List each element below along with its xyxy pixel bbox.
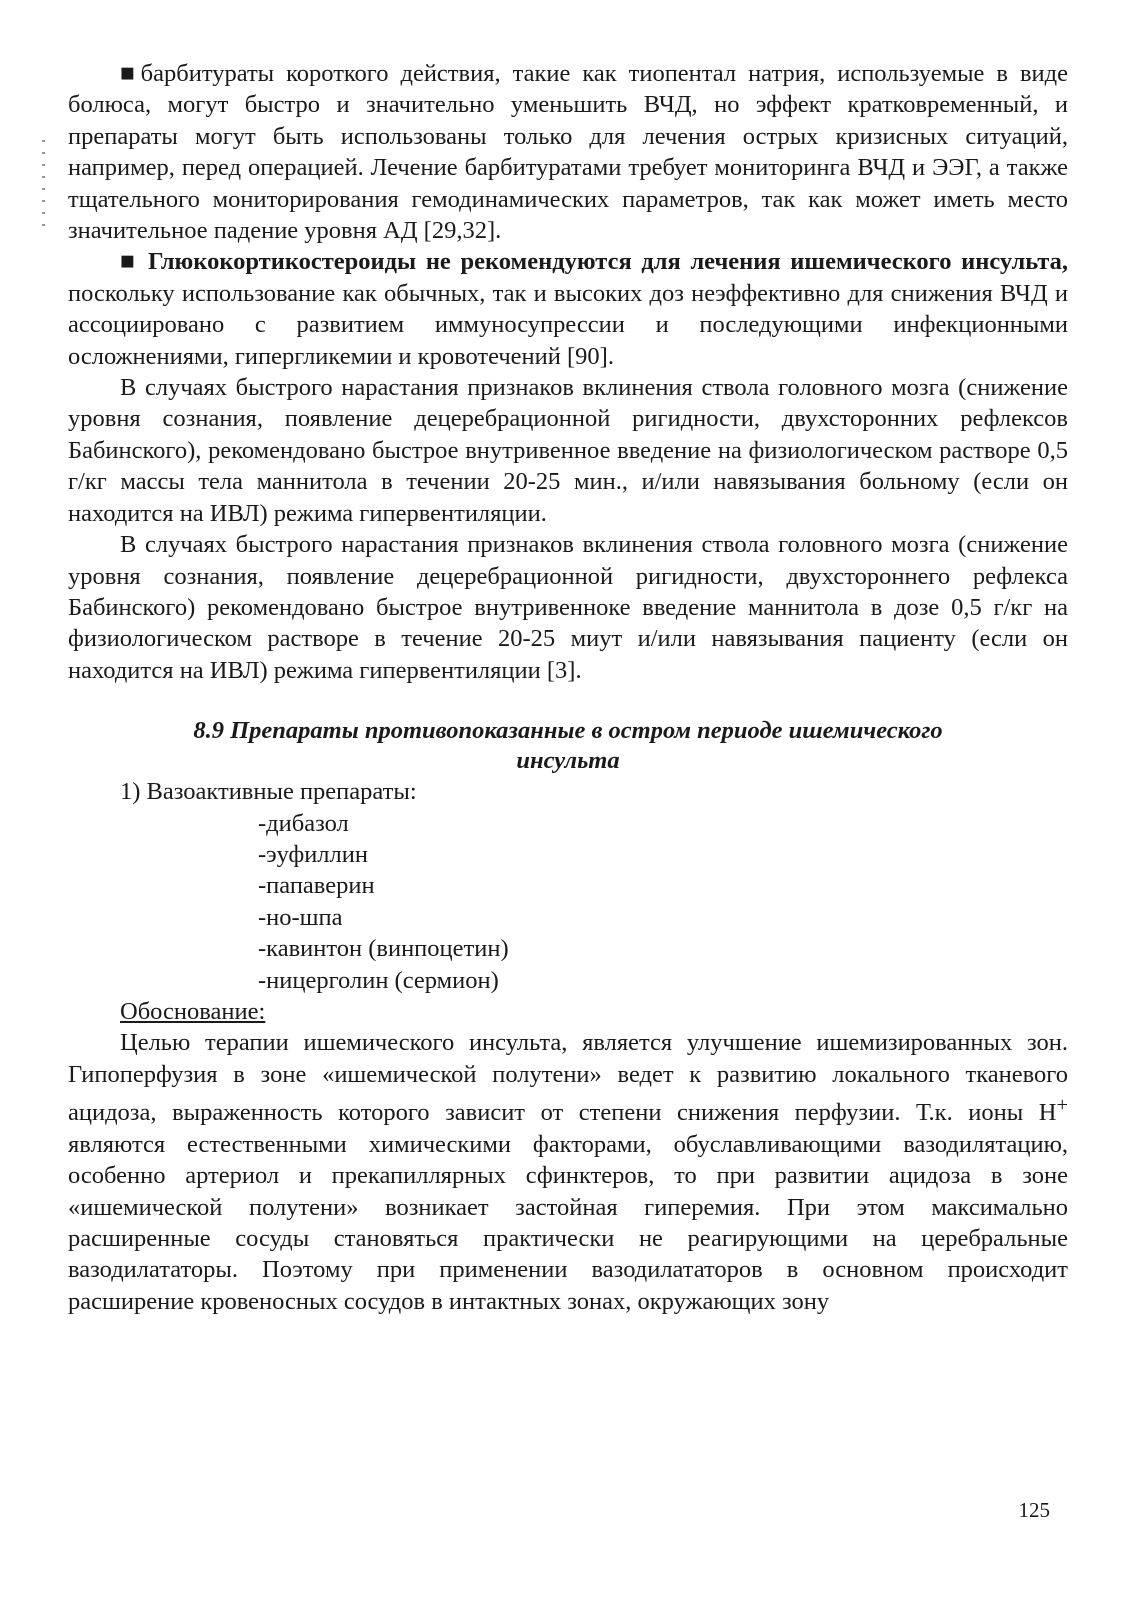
paragraph-mannitol-2: В случаях быстрого нарастания признаков вклинения ствола головного мозга (снижение уровня сознания, появление децеребрационной ригидности, двухстороннего рефлекса Бабинского) рекомендовано быстрое внутривенноке введение маннитола в дозе 0,5 г/кг на физиологическом растворе в течение 20-25 миут и/или навязывания пациенту (если он находится на ИВЛ) режима гипервентиляции [3]. xyxy=(68,531,1068,684)
paragraph-barbiturates: ■барбитураты короткого действия, такие как тиопентал натрия, используемые в виде болюса, могут быстро и значительно уменьшить ВЧД, но эффект кратковременный, и препараты могут быть использованы только для лечения острых кризисных ситуаций, например, перед операцией. Лечение барбитуратами требует мониторинга ВЧД и ЭЭГ, а также тщательного мониторирования гемодинамических параметров, так как может иметь место значительное падение уровня АД [29,32]. xyxy=(68,60,1068,245)
rationale-text-2: являются естественными химическими факторами, обуславливающими вазодилятацию, особенно артериол и прекапиллярных сфинктеров, то при развитии ацидоза в зоне «ишемической полутени» возникает застойная гиперемия. При этом максимально расширенные сосуды становяться практически не реагирующими на церебральные вазодилататоры. Поэтому при применении вазодилататоров в основном происходит расширение кровеносных сосудов в интактных зонах, окружающих зону xyxy=(68,1130,1068,1315)
drug-list xyxy=(68,808,1068,996)
list-item: -дибазол xyxy=(258,809,349,837)
page-number: 125 xyxy=(1018,1498,1050,1522)
list-intro: 1) Вазоактивные препараты: xyxy=(120,778,417,806)
list-item: -кавинтон (винпоцетин) xyxy=(258,935,509,963)
hydrogen-ion-superscript: + xyxy=(1056,1094,1068,1117)
paragraph-glucocorticoids xyxy=(68,246,1068,372)
document-page xyxy=(68,58,1068,1317)
paragraph-mannitol-1: В случаях быстрого нарастания признаков вклинения ствола головного мозга (снижение уровня сознания, появление децеребрационной ригидности, двухсторонних рефлексов Бабинского), рекомендовано быстрое внутривенное введение на физиологическом растворе 0,5 г/кг массы тела маннитола в течении 20-25 мин., и/или навязывания больному (если он находится на ИВЛ) режима гипервентиляции. xyxy=(68,374,1068,527)
list-item: -эуфиллин xyxy=(258,840,368,868)
section-heading: 8.9 Препараты противопоказанные в остром периоде ишемического инсульта xyxy=(193,717,943,775)
glucocorticoids-bold-lead: ■ Глюкокортикостероиды не рекомендуются для лечения ишемического инсульта, xyxy=(120,248,1068,276)
rationale-text-1: Целью терапии ишемического инсульта, является улучшение ишемизированных зон. Гипоперфузия в зоне «ишемической полутени» ведет к развитию локального тканевого ацидоза, выраженность которого зависит от степени снижения перфузии. Т.к. ионы Н xyxy=(68,1029,1068,1127)
glucocorticoids-text: поскольку использование как обычных, так и высоких доз неэффективно для снижения ВЧД и ассоциировано с развитием иммуносупрессии и последующими инфекционными осложнениями, гипергликемии и кровотечений [90]. xyxy=(68,279,1068,370)
rationale-title: Обоснование: xyxy=(120,997,266,1025)
list-item: -ницерголин (сермион) xyxy=(258,966,499,994)
scan-margin-marks xyxy=(42,140,45,230)
paragraph-rationale xyxy=(68,1027,1068,1317)
list-item: -папаверин xyxy=(258,872,375,900)
list-item: -но-шпа xyxy=(258,903,343,931)
